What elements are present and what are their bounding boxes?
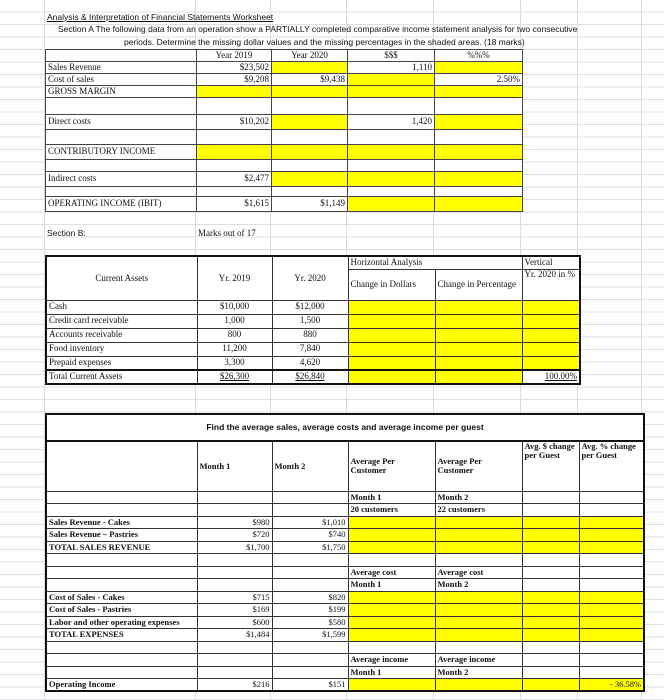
row-label (46, 491, 197, 504)
cell-6-4: Average cost (435, 566, 522, 579)
cell-7-2 (272, 579, 348, 592)
cell-blank-1 (197, 187, 272, 197)
header-yr-2020-percent: Yr. 2020 in % (522, 269, 580, 300)
table-row (46, 328, 580, 342)
row-label (46, 566, 197, 579)
header-avg-change-per-guest-5: Avg. $ change per Guest (522, 441, 579, 491)
cell-indirect-costs-3[interactable] (348, 172, 435, 187)
cell-indirect-costs-4[interactable] (435, 172, 523, 187)
row-label: Sales Revenue (46, 62, 197, 74)
table-row (46, 641, 644, 654)
table-row (46, 654, 644, 667)
cell-2-4[interactable] (435, 516, 522, 529)
cell-10-2: $580 (272, 616, 348, 629)
row-label (46, 579, 197, 592)
cell-3-1: $720 (197, 529, 272, 542)
table-row (46, 98, 523, 115)
cell-14-6 (579, 666, 644, 679)
cell-14-2 (272, 666, 348, 679)
cell-operating-income-ibit-2: $1,149 (272, 197, 348, 212)
cell-12-1 (197, 641, 272, 654)
row-label (46, 98, 197, 115)
row-label: Labor and other operating expenses (46, 616, 197, 629)
header-vertical: Vertical (522, 256, 580, 269)
cell-4-1: $1,700 (197, 541, 272, 554)
header-avg-change-per-guest-6: Avg. % change per Guest (579, 441, 644, 491)
cell-13-3: Average income (348, 654, 435, 667)
cell-total-current-assets-2: $26,840 (272, 370, 348, 384)
table-row (46, 616, 644, 629)
cell-9-2: $199 (272, 604, 348, 617)
table-row (46, 187, 523, 197)
cell-1-2 (272, 504, 348, 517)
cell-sales-revenue-3: 1,110 (348, 62, 435, 74)
cell-8-5[interactable] (522, 591, 579, 604)
row-label: Cost of Sales - Cakes (46, 591, 197, 604)
cell-15-1: $216 (197, 679, 272, 692)
cell-11-1: $1,484 (197, 629, 272, 642)
row-label: Prepaid expenses (46, 356, 197, 370)
row-label (46, 160, 197, 172)
header-yr-2019: Yr. 2019 (197, 256, 272, 300)
row-label: Cost of Sales - Pastries (46, 604, 197, 617)
cell-13-1 (197, 654, 272, 667)
cell-14-3: Month 1 (348, 666, 435, 679)
cell-blank-2 (272, 160, 348, 172)
cell-prepaid-expenses-3[interactable] (348, 356, 435, 370)
cell-3-6[interactable] (579, 529, 644, 542)
row-label: TOTAL SALES REVENUE (46, 541, 197, 554)
cell-prepaid-expenses-5[interactable] (522, 356, 580, 370)
cell-0-3: Month 1 (348, 491, 435, 504)
cell-accounts-receivable-1: 800 (197, 328, 272, 342)
header-month-2-2: Month 2 (272, 441, 348, 491)
cell-1-5 (522, 504, 579, 517)
cell-7-1 (197, 579, 272, 592)
table-row (46, 172, 523, 187)
header-blank: %%% (435, 50, 523, 62)
table-row (46, 145, 523, 160)
header-row (46, 50, 523, 62)
cell-6-6 (579, 566, 644, 579)
cell-operating-income-ibit-3[interactable] (348, 197, 435, 212)
cell-cash-3[interactable] (348, 300, 435, 314)
marks-out-of-17: Marks out of 17 (198, 228, 256, 238)
cell-credit-card-receivable-2: 1,500 (272, 314, 348, 328)
cell-9-5[interactable] (522, 604, 579, 617)
cell-9-4[interactable] (435, 604, 522, 617)
table-row (46, 629, 644, 642)
table-row (46, 666, 644, 679)
section-c-title: Find the average sales, average costs and average income per guest (46, 414, 644, 441)
cell-credit-card-receivable-4[interactable] (435, 314, 522, 328)
table-row (46, 541, 644, 554)
cell-prepaid-expenses-1: 3,300 (197, 356, 272, 370)
row-label: Sales Revenue - Cakes (46, 516, 197, 529)
cell-blank-3 (348, 98, 435, 115)
row-label: Cost of sales (46, 74, 197, 86)
cell-5-1 (197, 554, 272, 567)
cell-3-4[interactable] (435, 529, 522, 542)
cell-14-5 (522, 666, 579, 679)
cell-direct-costs-3: 1,420 (348, 115, 435, 130)
cell-15-4[interactable] (435, 679, 522, 692)
row-label: Accounts receivable (46, 328, 197, 342)
cell-5-4 (435, 554, 522, 567)
cell-9-1: $169 (197, 604, 272, 617)
cell-1-6 (579, 504, 644, 517)
header-change-in-dollars: Change in Dollars (348, 269, 435, 300)
cell-blank-4 (435, 187, 523, 197)
cell-blank-4 (435, 160, 523, 172)
cell-sales-revenue-4[interactable] (435, 62, 523, 74)
cell-11-3[interactable] (348, 629, 435, 642)
cell-blank-1 (197, 98, 272, 115)
section-b-current-assets-table (45, 255, 581, 385)
cell-indirect-costs-2[interactable] (272, 172, 348, 187)
cell-8-3[interactable] (348, 591, 435, 604)
cell-10-4[interactable] (435, 616, 522, 629)
header-yr-2020: Yr. 2020 (272, 256, 348, 300)
cell-4-2: $1,750 (272, 541, 348, 554)
cell-11-5[interactable] (522, 629, 579, 642)
cell-8-6[interactable] (579, 591, 644, 604)
cell-3-3[interactable] (348, 529, 435, 542)
row-label (46, 504, 197, 517)
cell-gross-margin-3[interactable] (348, 86, 435, 98)
row-label (46, 654, 197, 667)
cell-contributory-income-3[interactable] (348, 145, 435, 160)
cell-6-5 (522, 566, 579, 579)
cell-0-5 (522, 491, 579, 504)
cell-0-4: Month 2 (435, 491, 522, 504)
table-row (46, 604, 644, 617)
row-label (46, 641, 197, 654)
cell-4-3[interactable] (348, 541, 435, 554)
cell-11-6[interactable] (579, 629, 644, 642)
cell-food-inventory-2: 7,840 (272, 342, 348, 356)
cell-cash-4[interactable] (435, 300, 522, 314)
cell-10-3[interactable] (348, 616, 435, 629)
cell-7-5 (522, 579, 579, 592)
table-row (46, 314, 580, 328)
row-label: Cash (46, 300, 197, 314)
cell-0-2 (272, 491, 348, 504)
cell-total-current-assets-1: $26,300 (197, 370, 272, 384)
header-average-per-customer-4: Average Per Customer (435, 441, 522, 491)
table-row (46, 491, 644, 504)
cell-cash-5[interactable] (522, 300, 580, 314)
cell-12-3 (348, 641, 435, 654)
table-row (46, 86, 523, 98)
cell-gross-margin-1[interactable] (197, 86, 272, 98)
row-label: OPERATING INCOME (IBIT) (46, 197, 197, 212)
row-label: Sales Revenue – Pastries (46, 529, 197, 542)
cell-5-6 (579, 554, 644, 567)
cell-3-5[interactable] (522, 529, 579, 542)
cell-blank-3 (348, 130, 435, 145)
cell-1-3: 20 customers (348, 504, 435, 517)
header-average-per-customer-3: Average Per Customer (348, 441, 435, 491)
cell-13-6 (579, 654, 644, 667)
cell-14-4: Month 2 (435, 666, 522, 679)
row-label (46, 187, 197, 197)
cell-food-inventory-4[interactable] (435, 342, 522, 356)
header-blank: $$$ (348, 50, 435, 62)
row-label: Operating Income (46, 679, 197, 692)
cell-accounts-receivable-5[interactable] (522, 328, 580, 342)
cell-6-1 (197, 566, 272, 579)
cell-gross-margin-2[interactable] (272, 86, 348, 98)
cell-2-2: $1,010 (272, 516, 348, 529)
section-a-intro-line1: Section A The following data from an operation show a PARTIALLY completed comparative income statement analysis for two consecutive (58, 24, 578, 34)
cell-operating-income-ibit-1: $1,615 (197, 197, 272, 212)
table-row (46, 160, 523, 172)
cell-5-5 (522, 554, 579, 567)
table-row (46, 115, 523, 130)
table-row (46, 529, 644, 542)
table-row (46, 356, 580, 370)
cell-7-6 (579, 579, 644, 592)
cell-4-4[interactable] (435, 541, 522, 554)
section-c-average-per-guest-table (45, 413, 645, 692)
cell-12-4 (435, 641, 522, 654)
cell-blank-2 (272, 187, 348, 197)
cell-15-2: $151 (272, 679, 348, 692)
cell-blank-3 (348, 187, 435, 197)
table-row (46, 300, 580, 314)
cell-direct-costs-2[interactable] (272, 115, 348, 130)
cell-15-6[interactable]: - 36.58% (579, 679, 644, 692)
header-blank-0 (46, 441, 197, 491)
cell-15-5[interactable] (522, 679, 579, 692)
cell-food-inventory-5[interactable] (522, 342, 580, 356)
cell-6-3: Average cost (348, 566, 435, 579)
cell-direct-costs-1: $10,202 (197, 115, 272, 130)
cell-5-3 (348, 554, 435, 567)
worksheet-title: Analysis & Interpretation of Financial Statements Worksheet (47, 12, 274, 22)
cell-12-5 (522, 641, 579, 654)
row-label: Direct costs (46, 115, 197, 130)
cell-gross-margin-4[interactable] (435, 86, 523, 98)
cell-4-5[interactable] (522, 541, 579, 554)
table-row (46, 62, 523, 74)
row-label: TOTAL EXPENSES (46, 629, 197, 642)
table-row (46, 679, 644, 692)
header-current-assets: Current Assets (46, 256, 197, 300)
cell-credit-card-receivable-5[interactable] (522, 314, 580, 328)
cell-11-2: $1,599 (272, 629, 348, 642)
cell-2-5[interactable] (522, 516, 579, 529)
cell-8-4[interactable] (435, 591, 522, 604)
cell-0-1 (197, 491, 272, 504)
cell-sales-revenue-1: $23,502 (197, 62, 272, 74)
cell-food-inventory-3[interactable] (348, 342, 435, 356)
header-month-1-1: Month 1 (197, 441, 272, 491)
cell-contributory-income-4[interactable] (435, 145, 523, 160)
header-year-2019: Year 2019 (197, 50, 272, 62)
table-row (46, 554, 644, 567)
cell-10-6[interactable] (579, 616, 644, 629)
cell-7-4: Month 2 (435, 579, 522, 592)
row-label: GROSS MARGIN (46, 86, 197, 98)
cell-prepaid-expenses-4[interactable] (435, 356, 522, 370)
cell-13-2 (272, 654, 348, 667)
cell-total-current-assets-3[interactable] (348, 370, 435, 384)
row-label (46, 666, 197, 679)
cell-7-3: Month 1 (348, 579, 435, 592)
cell-cost-of-sales-4: 2.50% (435, 74, 523, 86)
cell-blank-1 (197, 130, 272, 145)
cell-6-2 (272, 566, 348, 579)
cell-14-1 (197, 666, 272, 679)
cell-13-4: Average income (435, 654, 522, 667)
cell-cost-of-sales-1: $9,208 (197, 74, 272, 86)
cell-3-2: $740 (272, 529, 348, 542)
cell-0-6 (579, 491, 644, 504)
cell-cost-of-sales-2: $9,438 (272, 74, 348, 86)
section-a-income-statement-table (45, 49, 523, 212)
table-row (46, 74, 523, 86)
cell-total-current-assets-5: 100.00% (522, 370, 580, 384)
cell-cash-1: $10,000 (197, 300, 272, 314)
cell-credit-card-receivable-3[interactable] (348, 314, 435, 328)
table-row (46, 504, 644, 517)
row-label: Total Current Assets (46, 370, 197, 384)
cell-4-6[interactable] (579, 541, 644, 554)
row-label: CONTRIBUTORY INCOME (46, 145, 197, 160)
table-row (46, 130, 523, 145)
cell-direct-costs-4[interactable] (435, 115, 523, 130)
cell-blank-2 (272, 98, 348, 115)
row-label (46, 130, 197, 145)
cell-sales-revenue-2[interactable] (272, 62, 348, 74)
cell-cash-2: $12,000 (272, 300, 348, 314)
table-row (46, 516, 644, 529)
cell-2-1: $980 (197, 516, 272, 529)
header-change-in-percentage: Change in Percentage (435, 269, 522, 300)
cell-13-5 (522, 654, 579, 667)
cell-food-inventory-1: 11,200 (197, 342, 272, 356)
cell-2-6[interactable] (579, 516, 644, 529)
cell-cost-of-sales-3[interactable] (348, 74, 435, 86)
row-label: Food inventory (46, 342, 197, 356)
cell-blank-2 (272, 130, 348, 145)
cell-12-2 (272, 641, 348, 654)
cell-8-1: $715 (197, 591, 272, 604)
cell-1-1 (197, 504, 272, 517)
cell-blank-4 (435, 98, 523, 115)
cell-12-6 (579, 641, 644, 654)
section-a-intro-line2: periods. Determine the missing dollar values and the missing percentages in the shaded areas. (18 marks) (124, 37, 525, 47)
cell-operating-income-ibit-4[interactable] (435, 197, 523, 212)
cell-credit-card-receivable-1: 1,000 (197, 314, 272, 328)
cell-prepaid-expenses-2: 4,620 (272, 356, 348, 370)
cell-indirect-costs-1: $2,477 (197, 172, 272, 187)
table-row (46, 579, 644, 592)
table-row (46, 566, 644, 579)
cell-10-1: $600 (197, 616, 272, 629)
row-label: Credit card receivable (46, 314, 197, 328)
header-blank (46, 50, 197, 62)
cell-total-current-assets-4[interactable] (435, 370, 522, 384)
header-horizontal-analysis: Horizontal Analysis (348, 256, 522, 269)
cell-blank-4 (435, 130, 523, 145)
table-row (46, 591, 644, 604)
cell-contributory-income-1[interactable] (197, 145, 272, 160)
cell-accounts-receivable-3[interactable] (348, 328, 435, 342)
header-year-2020: Year 2020 (272, 50, 348, 62)
row-label (46, 554, 197, 567)
section-b-label: Section B: (47, 228, 86, 238)
cell-5-2 (272, 554, 348, 567)
cell-contributory-income-2[interactable] (272, 145, 348, 160)
cell-15-3[interactable] (348, 679, 435, 692)
cell-2-3[interactable] (348, 516, 435, 529)
cell-10-5[interactable] (522, 616, 579, 629)
row-label: Indirect costs (46, 172, 197, 187)
cell-1-4: 22 customers (435, 504, 522, 517)
cell-accounts-receivable-2: 880 (272, 328, 348, 342)
cell-8-2: $820 (272, 591, 348, 604)
cell-accounts-receivable-4[interactable] (435, 328, 522, 342)
cell-9-6[interactable] (579, 604, 644, 617)
cell-blank-3 (348, 160, 435, 172)
cell-11-4[interactable] (435, 629, 522, 642)
cell-blank-1 (197, 160, 272, 172)
table-row (46, 370, 580, 384)
table-row (46, 342, 580, 356)
table-row (46, 197, 523, 212)
cell-9-3[interactable] (348, 604, 435, 617)
